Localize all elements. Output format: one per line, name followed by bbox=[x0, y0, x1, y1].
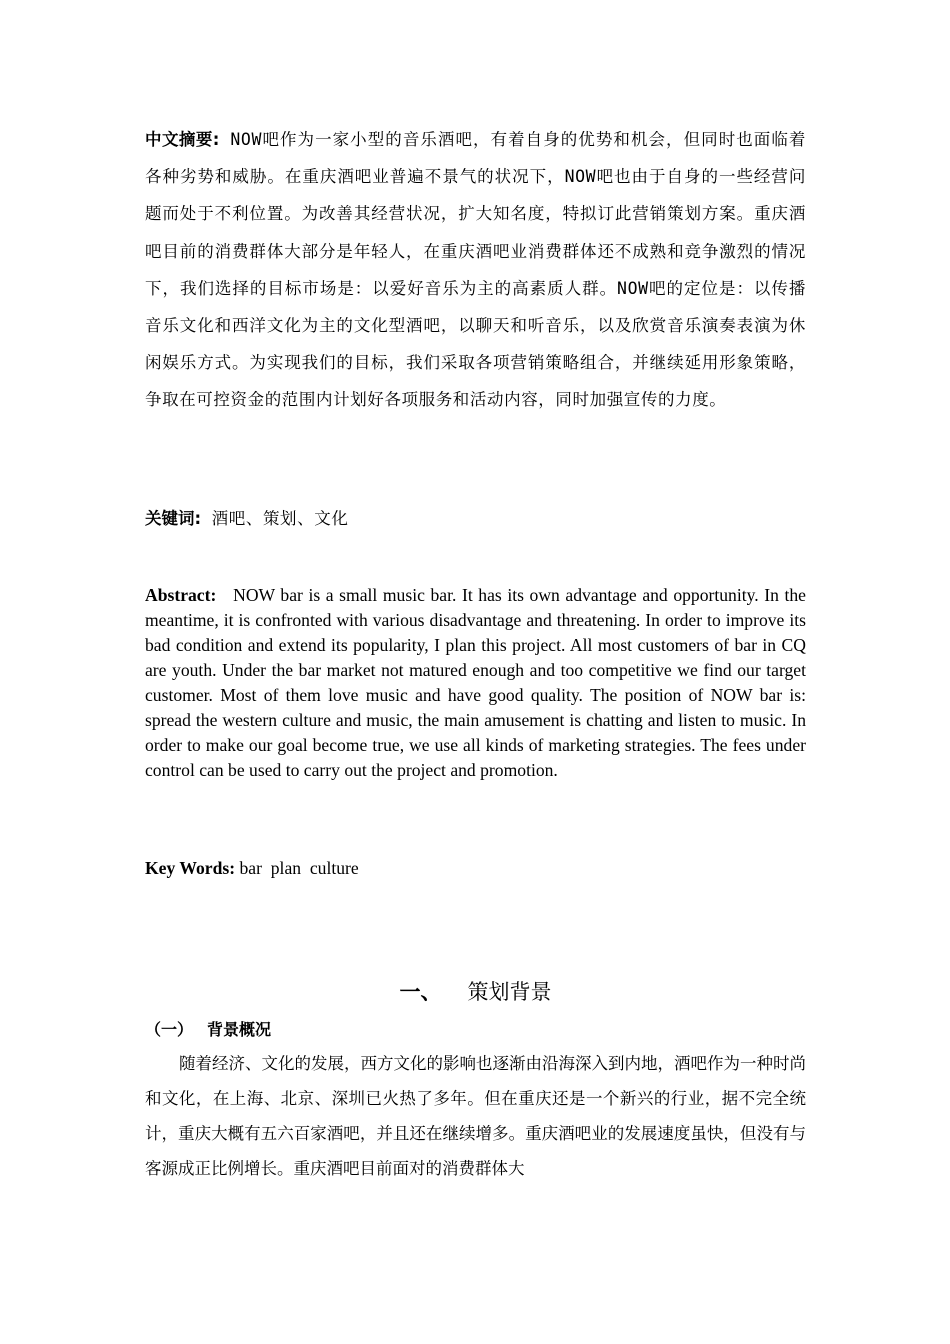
chinese-keywords bbox=[145, 505, 806, 533]
subsection-title: 背景概况 bbox=[207, 1020, 272, 1039]
body-paragraph: 随着经济、文化的发展，西方文化的影响也逐渐由沿海深入到内地，酒吧作为一种时尚和文化，在上海、北京、深圳已火热了多年。但在重庆还是一个新兴的行业，据不完全统计，重庆大概有五六百家酒吧，并且还在继续增多。重庆酒吧业的发展速度虽快，但没有与客源成正比例增长。重庆酒吧目前面对的消费群体大 bbox=[145, 1054, 806, 1178]
section-heading bbox=[145, 976, 806, 1008]
english-keywords bbox=[145, 856, 806, 881]
chinese-keywords-label: 关键词: bbox=[145, 509, 202, 528]
chinese-abstract-label: 中文摘要: bbox=[145, 130, 220, 149]
chinese-keywords-text: 酒吧、策划、文化 bbox=[211, 509, 349, 528]
subsection-heading bbox=[145, 1016, 806, 1044]
english-abstract-text: NOW bar is a small music bar. It has its own advantage and opportunity. In the meantime, it is confronted with various disadvantage and threatening. In order to improve its bad condition and extend its popularity, I plan this project. All most customers of bar in CQ are youth. Under the bar market not matured enough and too competitive we find our target customer. Most of them love music and have good quality. The position of NOW bar is: spread the western culture and music, the main amusement is chatting and listen to music. In order to make our goal become true, we use all kinds of marketing strategies. The fees under control can be used to carry out the project and promotion. bbox=[145, 585, 806, 780]
section-title: 策划背景 bbox=[467, 980, 552, 1004]
english-keywords-text: bar plan culture bbox=[239, 858, 359, 878]
chinese-abstract bbox=[145, 121, 806, 419]
english-abstract bbox=[145, 583, 806, 783]
english-abstract-label: Abstract: bbox=[145, 585, 217, 605]
subsection-number: （一） bbox=[145, 1020, 194, 1039]
section-number: 一、 bbox=[399, 980, 442, 1004]
english-keywords-label: Key Words: bbox=[145, 858, 236, 878]
chinese-abstract-text: NOW吧作为一家小型的音乐酒吧，有着自身的优势和机会，但同时也面临着各种劣势和威胁。在重庆酒吧业普遍不景气的状况下，NOW吧也由于自身的一些经营问题而处于不利位置。为改善其经营状况，扩大知名度，特拟订此营销策划方案。重庆酒吧目前的消费群体大部分是年轻人，在重庆酒吧业消费群体还不成熟和竞争激烈的情况下，我们选择的目标市场是：以爱好音乐为主的高素质人群。NOW吧的定位是：以传播音乐文化和西洋文化为主的文化型酒吧，以聊天和听音乐，以及欣赏音乐演奏表演为休闲娱乐方式。为实现我们的目标，我们采取各项营销策略组合，并继续延用形象策略，争取在可控资金的范围内计划好各项服务和活动内容，同时加强宣传的力度。 bbox=[145, 130, 806, 410]
